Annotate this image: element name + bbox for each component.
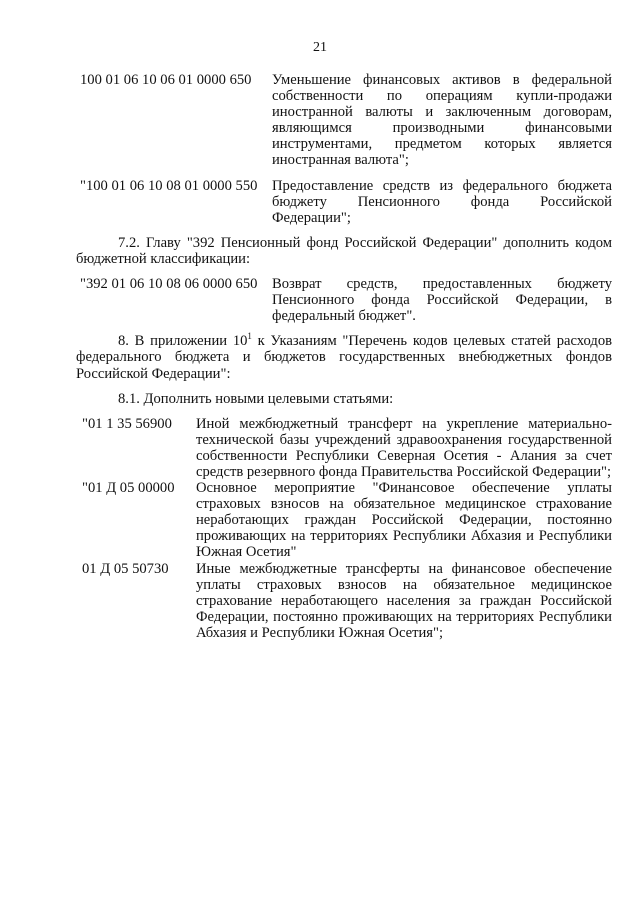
budget-code-entry (76, 276, 612, 324)
budget-code-entry (76, 72, 612, 169)
document-body (76, 72, 612, 641)
paragraph-8 (76, 333, 612, 381)
target-article-description: Основное мероприятие "Финансовое обеспечение уплаты страховых взносов на обязательное медицинское страхование неработающих граждан Российской Федерации, постоянно проживающих на территориях Республики Абхазия и Республики Южная Осетия" (196, 480, 612, 561)
paragraph-8-rest: к Указаниям "Перечень кодов целевых статей расходов федерального бюджета и бюджетов государственных внебюджетных фондов Российской Федерации": (76, 333, 613, 382)
budget-code: "392 01 06 10 08 06 0000 650 (80, 276, 258, 293)
budget-code-description: Предоставление средств из федерального бюджета бюджету Пенсионного фонда Российской Федерации"; (272, 177, 612, 226)
page-number: 21 (313, 40, 327, 55)
budget-code-entry (76, 178, 612, 226)
paragraph-8-lead: 8. В приложении 10 (118, 333, 248, 350)
target-article-code: 01 Д 05 50730 (82, 560, 169, 577)
budget-code-description: Возврат средств, предоставленных бюджету Пенсионного фонда Российской Федерации, в федеральный бюджет". (272, 276, 612, 325)
target-article-entry (76, 416, 612, 480)
target-article-description: Иные межбюджетные трансферты на финансовое обеспечение уплаты страховых взносов на обязательное медицинское страхование неработающего населения за граждан Российской Федерации, постоянно проживающих на территориях Республики Абхазия и Республики Южная Осетия"; (196, 560, 612, 641)
superscript-index: 1 (247, 331, 252, 342)
budget-code: 100 01 06 10 06 01 0000 650 (80, 72, 252, 88)
budget-code: "100 01 06 10 08 01 0000 550 (80, 177, 258, 194)
paragraph-7-2: 7.2. Главу "392 Пенсионный фонд Российской Федерации" дополнить кодом бюджетной классификации: (76, 234, 612, 267)
target-article-entry (76, 480, 612, 560)
target-article-code: "01 Д 05 00000 (82, 480, 175, 497)
target-article-entry (76, 561, 612, 641)
budget-code-description: Уменьшение финансовых активов в федеральной собственности по операциям купли-продажи иностранной валюты и заключенным договорам, являющимся производными финансовыми инструментами, предметом которых является иностранная валюта"; (272, 72, 612, 169)
paragraph-8-1: 8.1. Дополнить новыми целевыми статьями: (118, 390, 394, 407)
target-article-code: "01 1 35 56900 (82, 415, 172, 432)
target-article-description: Иной межбюджетный трансферт на укрепление материально-технической базы учреждений здравоохранения государственной собственности Республики Северная Осетия - Алания за счет средств резервного фонда Правительства Российской Федерации"; (196, 415, 612, 480)
